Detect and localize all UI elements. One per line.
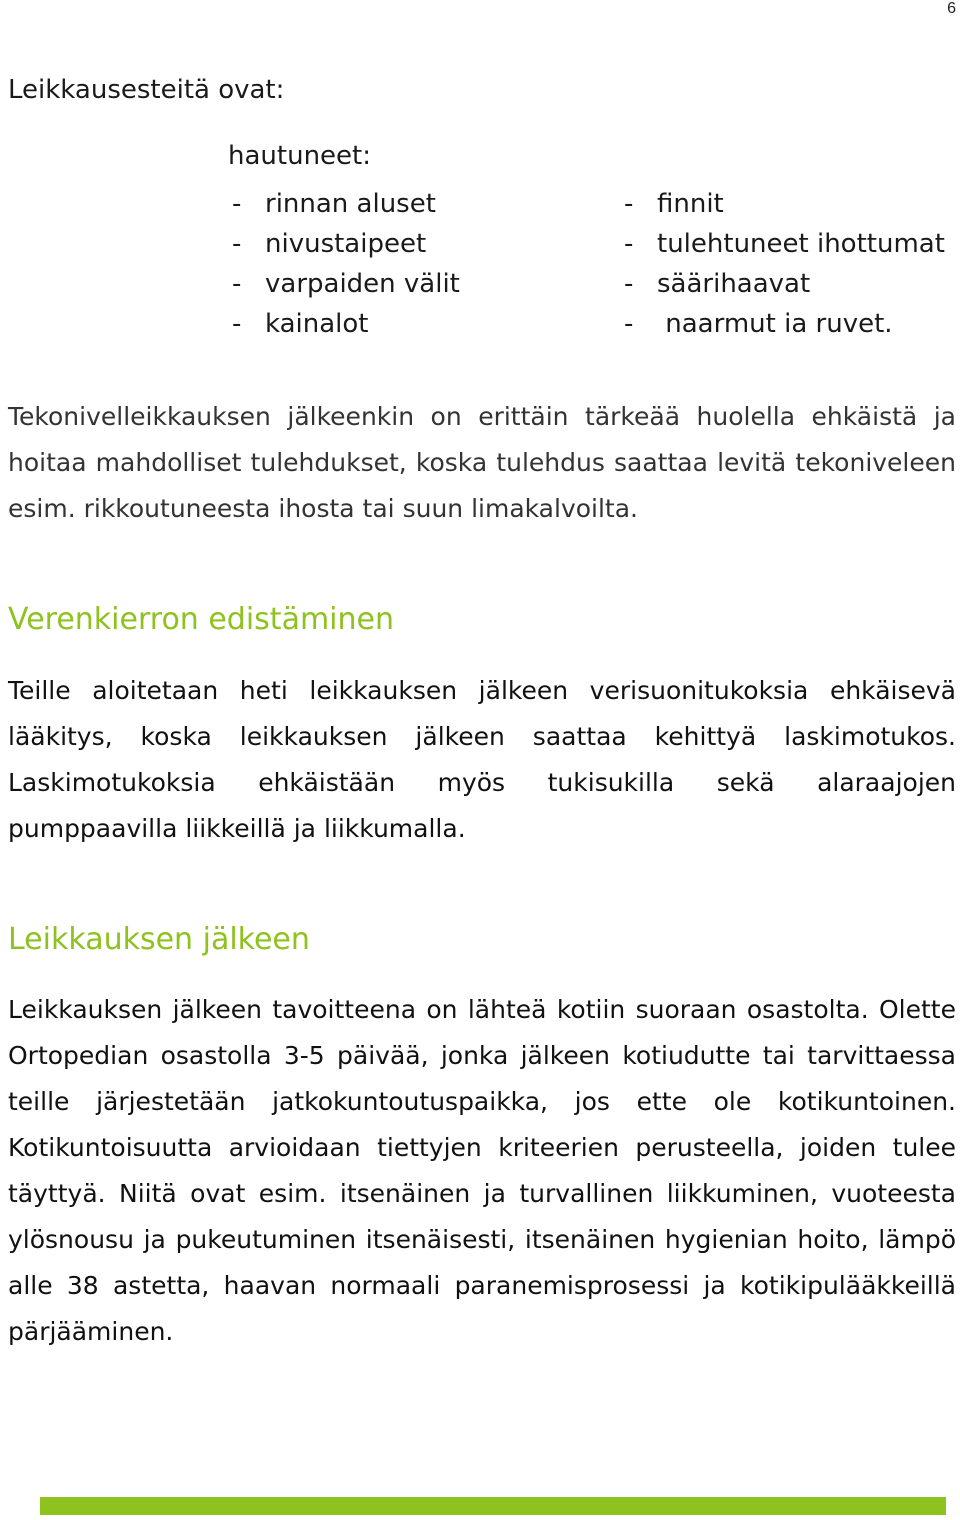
list-item-label: rinnan aluset xyxy=(265,189,436,219)
list-item xyxy=(232,304,460,344)
list-item-label: naarmut ia ruvet. xyxy=(657,309,893,339)
list-item xyxy=(232,184,460,224)
list-item-label: varpaiden välit xyxy=(265,269,460,299)
right-list xyxy=(624,184,945,344)
left-list xyxy=(232,184,460,344)
intro-text: Leikkausesteitä ovat: xyxy=(8,75,285,105)
list-item xyxy=(624,264,945,304)
section-title-after-surgery: Leikkauksen jälkeen xyxy=(8,922,310,957)
list-item-label: säärihaavat xyxy=(657,269,811,299)
list-dash: - xyxy=(624,189,634,219)
list-item xyxy=(624,224,945,264)
list-dash: - xyxy=(624,229,634,259)
list-dash: - xyxy=(232,269,242,299)
list-heading: hautuneet: xyxy=(228,141,371,171)
page-number: 6 xyxy=(947,0,956,17)
section-title-circulation: Verenkierron edistäminen xyxy=(8,602,395,637)
list-item-label: tulehtuneet ihottumat xyxy=(657,229,945,259)
list-dash: - xyxy=(232,189,242,219)
list-dash: - xyxy=(232,309,242,339)
list-item-label: finnit xyxy=(657,189,724,219)
list-item-label: nivustaipeet xyxy=(265,229,427,259)
paragraph-after-surgery: Leikkauksen jälkeen tavoitteena on lähteä kotiin suoraan osastolta. Olette Ortopedian osastolla 3-5 päivää, jonka jälkeen kotiudutte tai tarvittaessa teille järjestetään jatkokuntoutuspaikka, jos ette ole kotikuntoinen. Kotikuntoisuutta arvioidaan tiettyjen kriteerien perusteella, joiden tulee täyttyä. Niitä ovat esim. itsenäinen ja turvallinen liikkuminen, vuoteesta ylösnousu ja pukeutuminen itsenäisesti, itsenäinen hygienian hoito, lämpö alle 38 astetta, haavan normaali paranemisprosessi ja kotikipulääkkeillä pärjääminen. xyxy=(8,995,956,1346)
list-item xyxy=(624,304,945,344)
list-dash: - xyxy=(232,229,242,259)
list-item xyxy=(232,264,460,304)
list-item-label: kainalot xyxy=(265,309,369,339)
footer-bar xyxy=(40,1497,946,1515)
list-item xyxy=(624,184,945,224)
list-dash: - xyxy=(624,309,634,339)
paragraph-infection: Tekonivelleikkauksen jälkeenkin on erittäin tärkeää huolella ehkäistä ja hoitaa mahdolliset tulehdukset, koska tulehdus saattaa levitä tekoniveleen esim. rikkoutuneesta ihosta tai suun limakalvoilta. xyxy=(8,402,956,523)
list-dash: - xyxy=(624,269,634,299)
paragraph-circulation: Teille aloitetaan heti leikkauksen jälkeen verisuonitukoksia ehkäisevä lääkitys, koska leikkauksen jälkeen saattaa kehittyä laskimotukos. Laskimotukoksia ehkäistään myös tukisukilla sekä alaraajojen pumppaavilla liikkeillä ja liikkumalla. xyxy=(8,676,956,843)
list-item xyxy=(232,224,460,264)
